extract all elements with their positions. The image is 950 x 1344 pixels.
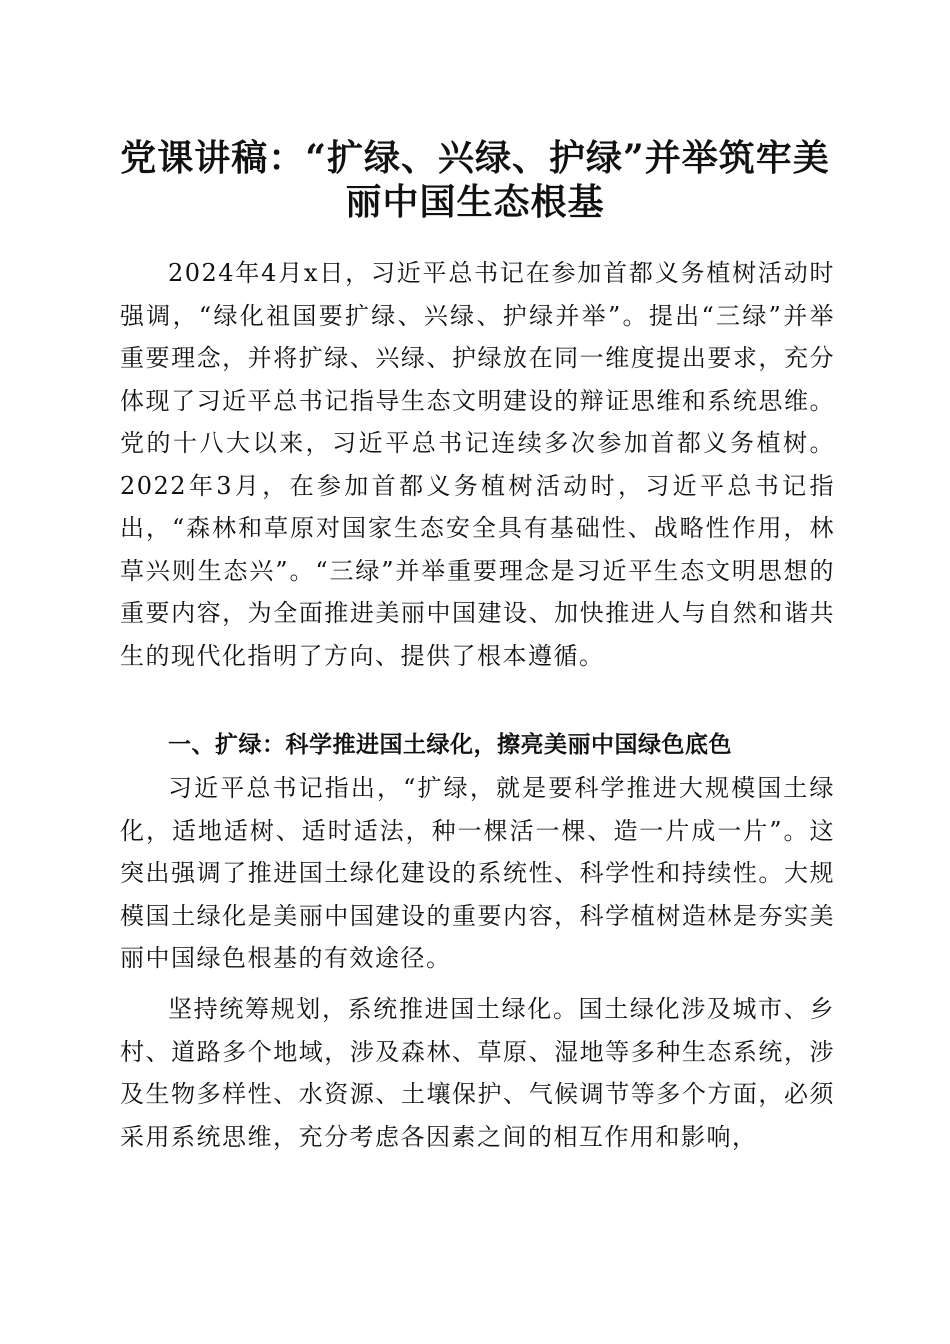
- document-title: 党课讲稿：“扩绿、兴绿、护绿”并举筑牢美丽中国生态根基: [120, 137, 830, 223]
- intro-paragraph: 2024年4月x日，习近平总书记在参加首都义务植树活动时强调，“绿化祖国要扩绿、兴绿、护绿并举”。提出“三绿”并举重要理念，并将扩绿、兴绿、护绿放在同一维度提出要求，充分体现了习近平总书记指导生态文明建设的辩证思维和系统思维。党的十八大以来，习近平总书记连续多次参加首都义务植树。2022年3月，在参加首都义务植树活动时，习近平总书记指出，“森林和草原对国家生态安全具有基础性、战略性作用，林草兴则生态兴”。“三绿”并举重要理念是习近平生态文明思想的重要内容，为全面推进美丽中国建设、加快推进人与自然和谐共生的现代化指明了方向、提供了根本遵循。: [120, 259, 835, 670]
- section-1-paragraph-1: 习近平总书记指出，“扩绿，就是要科学推进大规模国土绿化，适地适树、适时适法，种一棵活一棵、造一片成一片”。这突出强调了推进国土绿化建设的系统性、科学性和持续性。大规模国土绿化是美丽中国建设的重要内容，科学植树造林是夯实美丽中国绿色根基的有效途径。: [120, 774, 835, 972]
- section-1-paragraph-2: 坚持统筹规划，系统推进国土绿化。国土绿化涉及城市、乡村、道路多个地域，涉及森林、草原、湿地等多种生态系统，涉及生物多样性、水资源、土壤保护、气候调节等多个方面，必须采用系统思维，充分考虑各因素之间的相互作用和影响，: [120, 995, 835, 1151]
- section-heading-1: 一、扩绿：科学推进国土绿化，擦亮美丽中国绿色底色: [168, 732, 732, 758]
